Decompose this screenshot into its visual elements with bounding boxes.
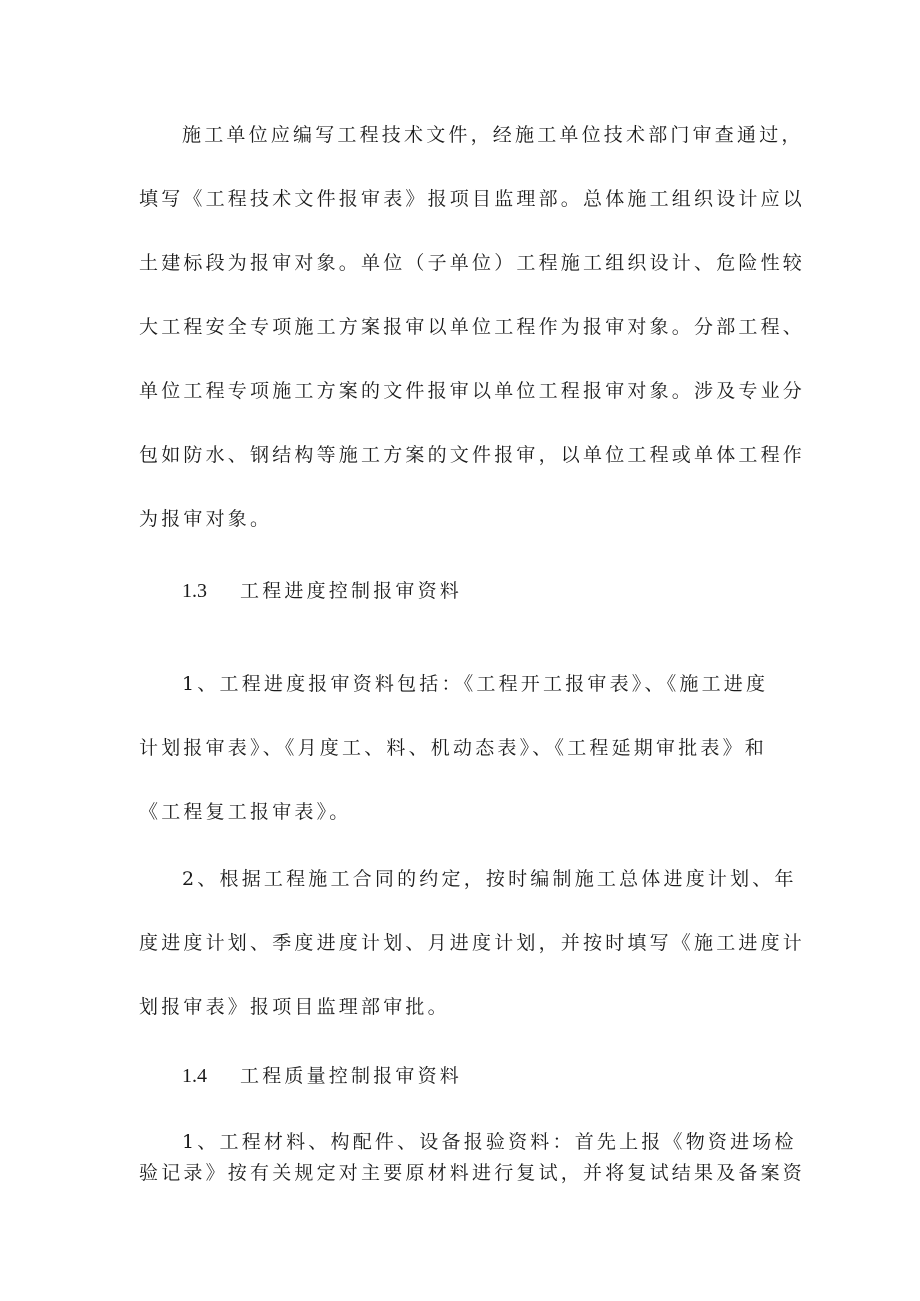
paragraph-3-line-2: 度进度计划、季度进度计划、月进度计划，并按时填写《施工进度计	[139, 932, 806, 954]
paragraph-1-line-3: 土建标段为报审对象。单位（子单位）工程施工组织设计、危险性较	[139, 252, 806, 274]
section-number: 1.4	[182, 1065, 207, 1087]
paragraph-1-line-1: 施工单位应编写工程技术文件，经施工单位技术部门审查通过，	[182, 124, 804, 146]
paragraph-2-line-1: 1、工程进度报审资料包括：《工程开工报审表》、《施工进度	[182, 673, 769, 695]
paragraph-2-line-3: 《工程复工报审表》。	[139, 801, 352, 823]
paragraph-1-line-4: 大工程安全专项施工方案报审以单位工程作为报审对象。分部工程、	[139, 316, 806, 338]
paragraph-1-line-6: 包如防水、钢结构等施工方案的文件报审，以单位工程或单体工程作	[139, 444, 806, 466]
paragraph-2-line-2: 计划报审表》、《月度工、料、机动态表》、《工程延期审批表》和	[139, 737, 768, 759]
section-heading-1-3	[182, 578, 462, 604]
paragraph-1-line-2: 填写《工程技术文件报审表》报项目监理部。总体施工组织设计应以	[139, 188, 806, 210]
paragraph-1-line-7: 为报审对象。	[139, 508, 273, 530]
paragraph-3-line-3: 划报审表》报项目监理部审批。	[139, 996, 450, 1018]
section-heading-1-4	[182, 1063, 462, 1089]
section-title: 工程进度控制报审资料	[240, 580, 463, 602]
section-number: 1.3	[182, 580, 207, 602]
paragraph-3-line-1: 2、根据工程施工合同的约定，按时编制施工总体进度计划、年	[182, 868, 797, 890]
paragraph-4-line-1: 1、工程材料、构配件、设备报验资料：首先上报《物资进场检	[182, 1131, 797, 1153]
paragraph-1-line-5: 单位工程专项施工方案的文件报审以单位工程报审对象。涉及专业分	[139, 380, 806, 402]
paragraph-4-line-2: 验记录》按有关规定对主要原材料进行复试，并将复试结果及备案资	[139, 1162, 806, 1184]
section-title: 工程质量控制报审资料	[240, 1065, 463, 1087]
